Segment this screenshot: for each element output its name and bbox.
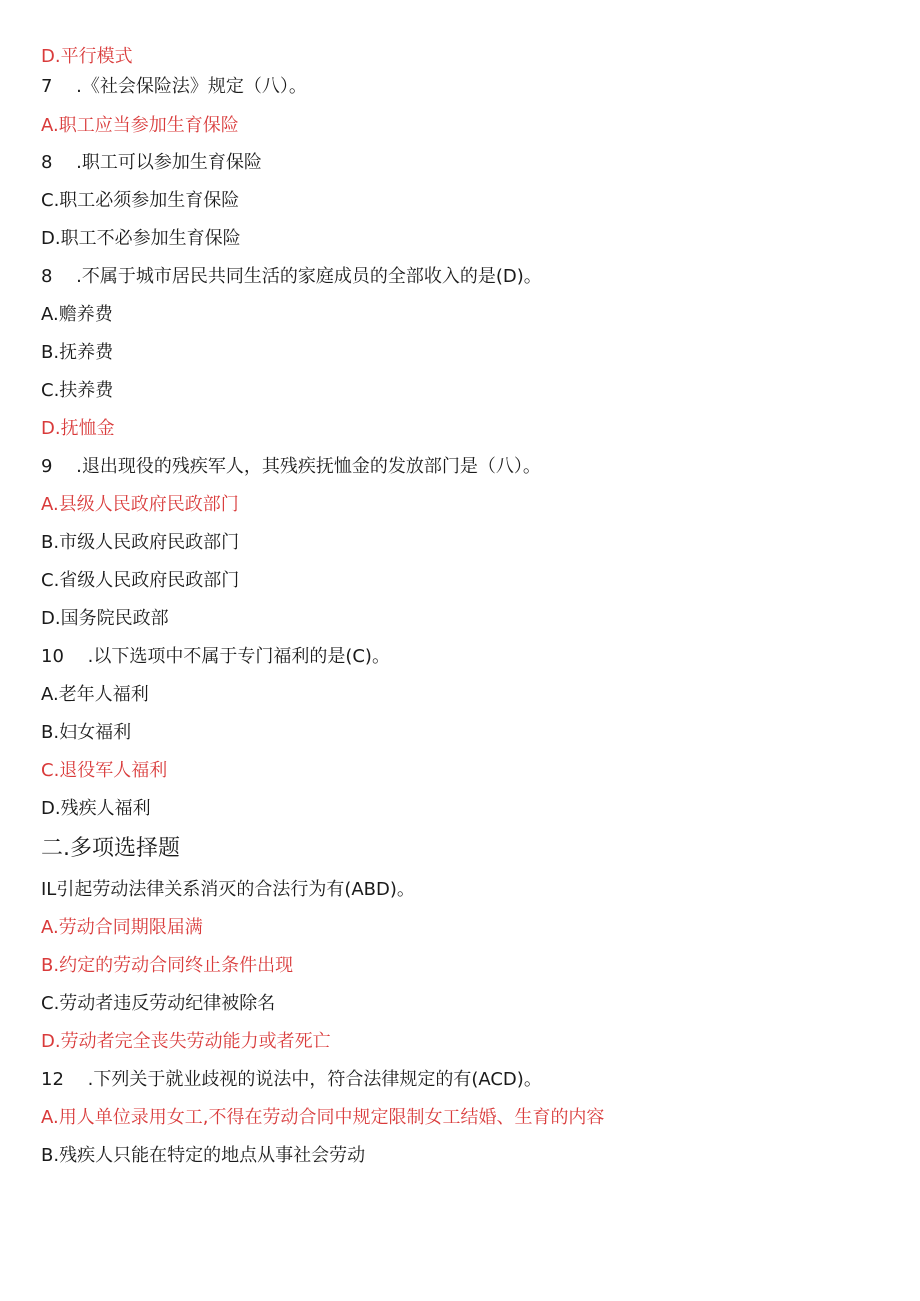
question-line: IL引起劳动法律关系消灭的合法行为有(ABD)。 xyxy=(41,879,415,900)
section-heading: 二.多项选择题 xyxy=(41,836,180,861)
option-line: A.老年人福利 xyxy=(41,684,149,705)
option-line: D.残疾人福利 xyxy=(41,798,151,819)
question-line: 12 .下列关于就业歧视的说法中，符合法律规定的有(ACD)。 xyxy=(41,1069,542,1090)
option-line: D.劳动者完全丧失劳动能力或者死亡 xyxy=(41,1031,331,1052)
question-line: 9 .退出现役的残疾军人，其残疾抚恤金的发放部门是（八）。 xyxy=(41,456,541,477)
option-line: C.扶养费 xyxy=(41,380,114,401)
option-line: D.平行模式 xyxy=(41,46,133,67)
option-line: B.抚养费 xyxy=(41,342,114,363)
question-line: 10 .以下选项中不属于专门福利的是(C)。 xyxy=(41,646,390,667)
option-line: A.赡养费 xyxy=(41,304,113,325)
question-line: 7 .《社会保险法》规定（八）。 xyxy=(41,76,307,97)
option-line: D.职工不必参加生育保险 xyxy=(41,228,241,249)
option-line: D.国务院民政部 xyxy=(41,608,169,629)
option-line: C.省级人民政府民政部门 xyxy=(41,570,240,591)
option-line: B.妇女福利 xyxy=(41,722,132,743)
option-line: C.退役军人福利 xyxy=(41,760,168,781)
option-line: A.职工应当参加生育保险 xyxy=(41,115,239,136)
option-line: B.残疾人只能在特定的地点从事社会劳动 xyxy=(41,1145,366,1166)
question-line: 8 .职工可以参加生育保险 xyxy=(41,152,262,173)
option-line: D.抚恤金 xyxy=(41,418,115,439)
option-line: B.市级人民政府民政部门 xyxy=(41,532,240,553)
option-line: C.劳动者违反劳动纪律被除名 xyxy=(41,993,276,1014)
option-line: A.用人单位录用女工,不得在劳动合同中规定限制女工结婚、生育的内容 xyxy=(41,1107,605,1128)
option-line: A.县级人民政府民政部门 xyxy=(41,494,239,515)
option-line: B.约定的劳动合同终止条件出现 xyxy=(41,955,294,976)
option-line: A.劳动合同期限届满 xyxy=(41,917,203,938)
question-line: 8 .不属于城市居民共同生活的家庭成员的全部收入的是(D)。 xyxy=(41,266,542,287)
option-line: C.职工必须参加生育保险 xyxy=(41,190,240,211)
